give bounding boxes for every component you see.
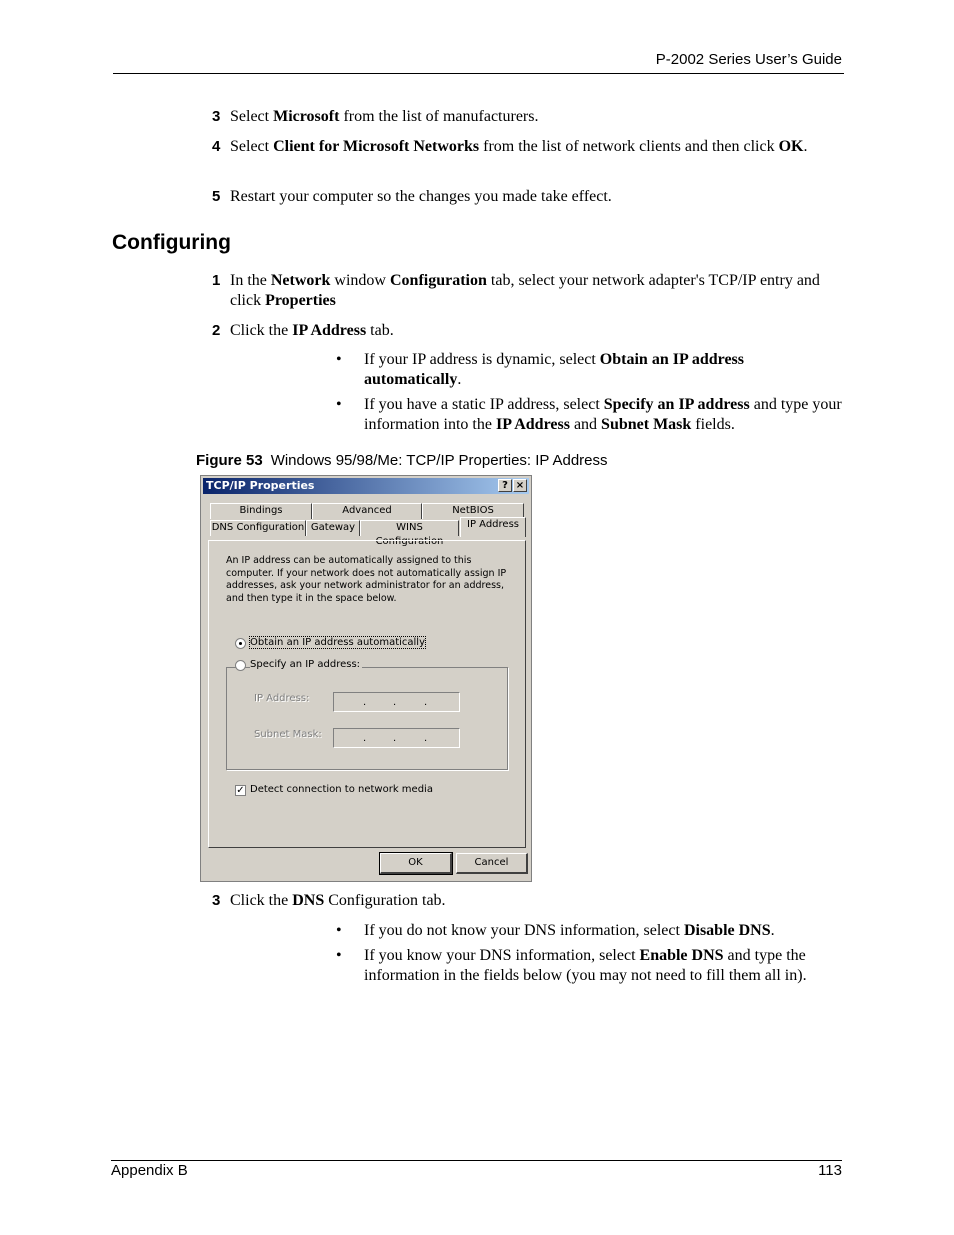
bold-term: Client for Microsoft Networks xyxy=(273,138,480,155)
step-number: 3 xyxy=(212,108,221,125)
bold-term: Microsoft xyxy=(273,108,340,125)
step-text: Select Microsoft from the list of manufacturers. xyxy=(230,108,539,125)
subnet-mask-label: Subnet Mask: xyxy=(254,729,322,740)
bullet-text: If your IP address is dynamic, select Obtain an IP address automatically. xyxy=(364,351,744,388)
bold-term: Enable DNS xyxy=(639,947,724,964)
detect-media-checkbox[interactable]: ✓ xyxy=(236,785,245,796)
step-number: 3 xyxy=(212,892,221,909)
bold-term: IP Address xyxy=(292,322,367,339)
tcpip-properties-dialog xyxy=(200,475,532,882)
tab-ip-address[interactable]: IP Address xyxy=(460,517,526,537)
radio-obtain-ip-label[interactable]: Obtain an IP address automatically xyxy=(250,637,426,648)
bold-term: Properties xyxy=(265,292,336,309)
step-number: 5 xyxy=(212,188,221,205)
figure-caption xyxy=(196,452,608,469)
bold-term: Subnet Mask xyxy=(601,416,692,433)
step-text: Click the DNS Configuration tab. xyxy=(230,892,446,909)
step-item xyxy=(212,187,842,207)
bullet-dot: • xyxy=(336,396,342,413)
step-text: In the Network window Configuration tab, select your network adapter's TCP/IP entry and click Properties xyxy=(230,272,820,309)
dialog-titlebar xyxy=(203,478,529,494)
step-text: Select Client for Microsoft Networks from the list of network clients and then click OK. xyxy=(230,138,808,155)
bullet-text: If you do not know your DNS information, select Disable DNS. xyxy=(364,922,775,939)
bullet-item xyxy=(336,395,842,435)
bold-term: Configuration xyxy=(389,272,487,289)
bullet-item xyxy=(336,921,842,941)
bold-term: Disable DNS xyxy=(683,922,771,939)
bullet-dot: • xyxy=(336,922,342,939)
specify-ip-group xyxy=(226,667,508,770)
radio-specify-ip-label[interactable]: Specify an IP address: xyxy=(250,659,361,670)
step-item xyxy=(212,271,842,311)
page-number: 113 xyxy=(818,1162,842,1179)
subnet-mask-field[interactable]: . . . xyxy=(333,728,460,748)
section-title: Configuring xyxy=(112,231,231,254)
bullet-dot: • xyxy=(336,351,342,368)
figure-label: Figure 53 xyxy=(196,452,263,469)
bold-term: IP Address xyxy=(495,416,570,433)
bullet-item xyxy=(336,350,842,390)
bullet-text: If you know your DNS information, select Enable DNS and type the information in the fields below (you may not need to fill them all in). xyxy=(364,947,807,984)
step-item xyxy=(212,107,842,127)
radio-specify-ip[interactable] xyxy=(235,660,246,671)
tab-advanced[interactable]: Advanced xyxy=(312,503,422,519)
cancel-button[interactable]: Cancel xyxy=(456,853,528,874)
detect-media-label[interactable]: Detect connection to network media xyxy=(250,784,433,795)
step-item xyxy=(212,321,842,341)
bold-term: Obtain an IP address automatically xyxy=(364,351,744,388)
step-number: 2 xyxy=(212,322,221,339)
step-text: Click the IP Address tab. xyxy=(230,322,394,339)
help-button[interactable]: ? xyxy=(498,479,512,492)
bold-term: Specify an IP address xyxy=(603,396,750,413)
bullet-item xyxy=(336,946,842,986)
step-number: 1 xyxy=(212,272,221,289)
tab-gateway[interactable]: Gateway xyxy=(306,520,360,536)
tab-wins-configuration[interactable]: WINS Configuration xyxy=(360,520,459,536)
bold-term: DNS xyxy=(292,892,325,909)
footer-rule xyxy=(111,1160,842,1161)
ip-address-label: IP Address: xyxy=(254,693,310,704)
close-button[interactable]: × xyxy=(513,479,527,492)
tab-bindings[interactable]: Bindings xyxy=(210,503,312,519)
ip-address-field[interactable]: . . . xyxy=(333,692,460,712)
footer-section: Appendix B xyxy=(111,1162,188,1179)
dialog-title: TCP/IP Properties xyxy=(206,479,315,492)
ip-description: An IP address can be automatically assigned to this computer. If your network does not automatically assign IP addresses, ask your network administrator for an address, and then type it in the space below. xyxy=(226,555,507,604)
ip-address-panel xyxy=(208,540,526,848)
running-header: P-2002 Series User’s Guide xyxy=(655,51,842,68)
bold-term: OK xyxy=(778,138,804,155)
step-text: Restart your computer so the changes you made take effect. xyxy=(230,188,612,205)
bold-term: Network xyxy=(270,272,331,289)
header-rule xyxy=(113,73,844,74)
tab-netbios[interactable]: NetBIOS xyxy=(422,503,524,519)
bullet-dot: • xyxy=(336,947,342,964)
step-number: 4 xyxy=(212,138,221,155)
step-item xyxy=(212,891,842,911)
radio-obtain-ip[interactable] xyxy=(235,638,246,649)
ok-button[interactable]: OK xyxy=(380,853,452,874)
figure-caption-text: Windows 95/98/Me: TCP/IP Properties: IP Address xyxy=(270,452,608,469)
bullet-text: If you have a static IP address, select Specify an IP address and type your information into the IP Address and Subnet Mask fields. xyxy=(364,396,842,433)
step-item xyxy=(212,137,842,157)
tab-dns-configuration[interactable]: DNS Configuration xyxy=(210,520,306,536)
